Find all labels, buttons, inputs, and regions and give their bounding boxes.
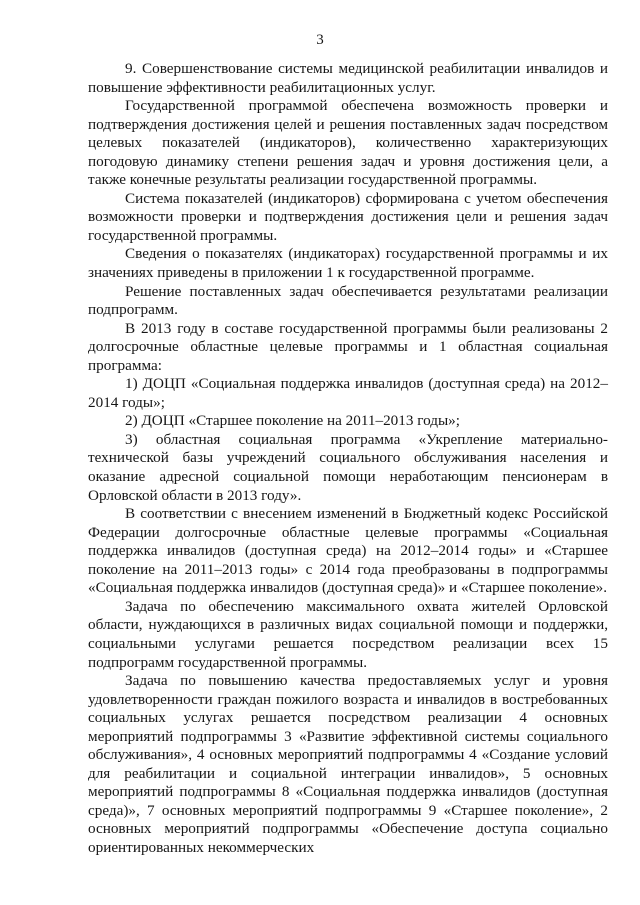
body-text — [88, 60, 608, 858]
paragraph-indicators-purpose: Государственной программой обеспечена возможность проверки и подтверждения достижения целей и решения поставленных задач посредством целевых показателей (индикаторов), количественно характеризующих погодовую динамику степени решения задач и уровня достижения цели, а также конечные результаты реализации государственной программы. — [88, 97, 608, 189]
paragraph-budget-code: В соответствии с внесением изменений в Бюджетный кодекс Российской Федерации долгосрочные областные целевые программы «Социальная поддержка инвалидов (доступная среда) на 2012–2014 годы» и «Старшее поколение на 2011–2013 годы» с 2014 года преобразованы в подпрограммы «Социальная поддержка инвалидов (доступная среда)» и «Старшее поколение». — [88, 505, 608, 597]
list-item-1: 1) ДОЦП «Социальная поддержка инвалидов (доступная среда) на 2012–2014 годы»; — [88, 375, 608, 411]
page-number: 3 — [316, 32, 324, 48]
paragraph-appendix-reference: Сведения о показателях (индикаторах) государственной программы и их значениях приведены в приложении 1 к государственной программе. — [88, 245, 608, 282]
paragraph-indicator-system: Система показателей (индикаторов) сформирована с учетом обеспечения возможности проверки и подтверждения достижения цели и решения задач государственной программы. — [88, 189, 608, 244]
paragraph-quality-task: Задача по повышению качества предоставляемых услуг и уровня удовлетворенности граждан пожилого возраста и инвалидов в востребованных социальных услугах решается посредством реализации 4 основных мероприятий подпрограммы 3 «Развитие эффективной системы социального обслуживания», 4 основных мероприятий подпрограммы 4 «Создание условий для реабилитации и социальной интеграции инвалидов», 5 основных мероприятий подпрограммы 8 «Социальная поддержка инвалидов (доступная среда)», 7 основных мероприятий подпрограммы 9 «Старшее поколение», 2 основных мероприятий подпрограммы «Обеспечение доступа социально ориентированных некоммерческих — [88, 672, 608, 856]
paragraph-2013-programs: В 2013 году в составе государственной программы были реализованы 2 долгосрочные областные целевые программы и 1 областная социальная программа: — [88, 319, 608, 374]
paragraph-coverage-task: Задача по обеспечению максимального охвата жителей Орловской области, нуждающихся в различных видах социальной помощи и поддержки, социальными услугами решается посредством реализации всех 15 подпрограмм государственной программы. — [88, 597, 608, 671]
list-item-2: 2) ДОЦП «Старшее поколение на 2011–2013 годы»; — [125, 412, 460, 430]
paragraph-subprogram-results: Решение поставленных задач обеспечивается результатами реализации подпрограмм. — [88, 282, 608, 319]
list-item-3: 3) областная социальная программа «Укрепление материально-технической базы учреждений социального обслуживания населения и оказание адресной социальной помощи неработающим пенсионерам в Орловской области в 2013 году». — [88, 430, 608, 504]
paragraph-rehabilitation-item: 9. Совершенствование системы медицинской реабилитации инвалидов и повышение эффективности реабилитационных услуг. — [88, 60, 608, 96]
